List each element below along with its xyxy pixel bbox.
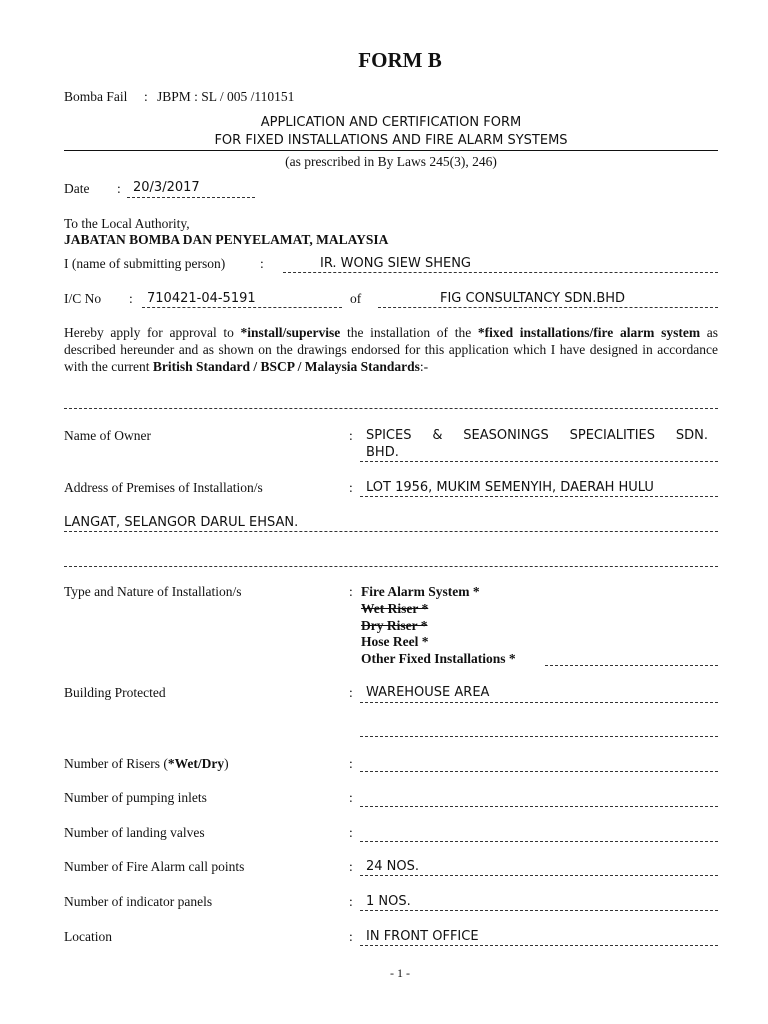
address-field-line1: [360, 496, 718, 497]
owner-field-line: [360, 461, 718, 462]
building-field-line2: [360, 736, 718, 737]
building-field-line1: [360, 702, 718, 703]
bomba-fail-colon: :: [144, 89, 148, 104]
ic-colon: :: [129, 291, 133, 306]
application-paragraph: Hereby apply for approval to *install/supervise the installation of the *fixed installations/fire alarm system as described hereunder and as shown on the drawings endorsed for this application which I have designed in accordance with the current British Standard / BSCP / Malaysia Standards:-: [64, 325, 719, 374]
callpoints-colon: :: [349, 859, 353, 874]
address-colon: :: [349, 480, 353, 495]
location-field-line: [360, 945, 718, 946]
address-label: Address of Premises of Installation/s: [64, 480, 263, 495]
owner-label: Name of Owner: [64, 428, 151, 443]
date-field-line: [127, 197, 255, 198]
submitter-value: IR. WONG SIEW SHENG: [320, 256, 472, 271]
other-fixed-field-line: [545, 665, 718, 666]
landing-label: Number of landing valves: [64, 825, 205, 840]
panels-colon: :: [349, 894, 353, 909]
location-label: Location: [64, 929, 112, 944]
prescribed-text: (as prescribed in By Laws 245(3), 246): [285, 154, 497, 169]
building-label: Building Protected: [64, 685, 166, 700]
building-value: WAREHOUSE AREA: [366, 685, 490, 700]
heading-line1: APPLICATION AND CERTIFICATION FORM: [260, 115, 522, 130]
ic-label: I/C No: [64, 291, 102, 306]
panels-value: 1 NOS.: [366, 894, 411, 909]
address-value-line2: LANGAT, SELANGOR DARUL EHSAN.: [64, 515, 299, 530]
ic-value: 710421-04-5191: [147, 291, 256, 306]
heading-rule: [64, 150, 718, 151]
date-colon: :: [117, 181, 121, 196]
form-title: FORM B: [358, 48, 442, 72]
building-colon: :: [349, 685, 353, 700]
pumping-field-line: [360, 806, 718, 807]
risers-colon: :: [349, 756, 353, 771]
heading-line2: FOR FIXED INSTALLATIONS AND FIRE ALARM SYSTEMS: [214, 133, 568, 148]
callpoints-value: 24 NOS.: [366, 859, 420, 874]
ic-of: of: [350, 291, 362, 306]
landing-colon: :: [349, 825, 353, 840]
to-line1: To the Local Authority,: [64, 216, 190, 231]
type-wet-riser: Wet Riser *: [361, 601, 429, 616]
owner-value-line1: SPICES & SEASONINGS SPECIALITIES SDN.: [366, 428, 708, 443]
submitter-field-line: [283, 272, 718, 273]
separator-line-1: [64, 408, 718, 409]
callpoints-field-line: [360, 875, 718, 876]
panels-field-line: [360, 910, 718, 911]
type-other-fixed: Other Fixed Installations *: [361, 651, 516, 666]
authority-name: JABATAN BOMBA DAN PENYELAMAT, MALAYSIA: [64, 232, 389, 247]
bomba-fail-label: Bomba Fail: [64, 89, 128, 104]
pumping-label: Number of pumping inlets: [64, 790, 207, 805]
type-colon: :: [349, 584, 353, 599]
address-field-line2: [64, 531, 718, 532]
page-number: - 1 -: [390, 966, 410, 980]
owner-value-line2: BHD.: [366, 445, 399, 460]
date-value: 20/3/2017: [133, 180, 200, 195]
owner-colon: :: [349, 428, 353, 443]
location-colon: :: [349, 929, 353, 944]
separator-line-2: [64, 566, 718, 567]
submitter-label: I (name of submitting person): [64, 256, 226, 271]
company-field-line: [378, 307, 718, 308]
company-value: FIG CONSULTANCY SDN.BHD: [440, 291, 626, 306]
risers-label: Number of Risers (*Wet/Dry): [64, 756, 229, 771]
bomba-fail-value: JBPM : SL / 005 /110151: [157, 89, 295, 104]
address-value-line1: LOT 1956, MUKIM SEMENYIH, DAERAH HULU: [366, 480, 654, 495]
landing-field-line: [360, 841, 718, 842]
pumping-colon: :: [349, 790, 353, 805]
location-value: IN FRONT OFFICE: [366, 929, 479, 944]
type-label: Type and Nature of Installation/s: [64, 584, 242, 599]
submitter-colon: :: [260, 256, 264, 271]
date-label: Date: [64, 181, 90, 196]
type-fire-alarm: Fire Alarm System *: [361, 584, 480, 599]
type-hose-reel: Hose Reel *: [361, 634, 429, 649]
panels-label: Number of indicator panels: [64, 894, 213, 909]
type-dry-riser: Dry Riser *: [361, 618, 428, 633]
risers-field-line: [360, 771, 718, 772]
ic-field-line: [142, 307, 342, 308]
callpoints-label: Number of Fire Alarm call points: [64, 859, 245, 874]
